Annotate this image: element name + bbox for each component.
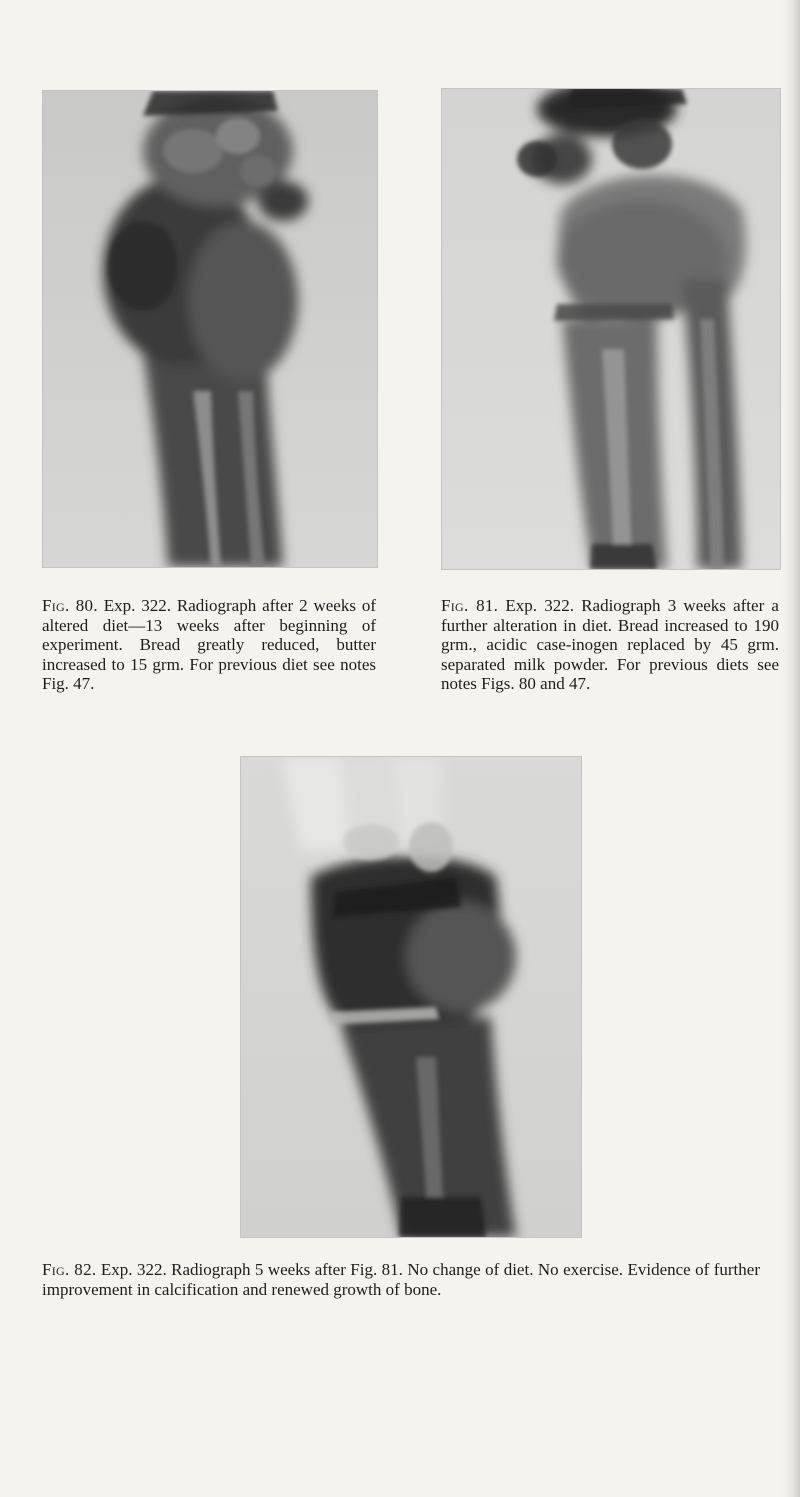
figure-label: Fig. 81.: [441, 596, 499, 615]
radiograph-fig-80-image: [43, 91, 377, 567]
caption-text: Exp. 322. Radiograph after 2 weeks of altered diet—13 weeks after beginning of experiment. Bread greatly reduced, butter increased to 15 grm. For previous diet see notes Fig. 47.: [42, 596, 376, 693]
caption-text: Exp. 322. Radiograph 5 weeks after Fig. 81. No change of diet. No exercise. Evidence of further improvement in calcification and renewed growth of bone.: [42, 1260, 760, 1299]
radiograph-fig-80: [42, 90, 378, 568]
caption-text: Exp. 322. Radiograph 3 weeks after a further alteration in diet. Bread increased to 190 grm., acidic case-inogen replaced by 45 grm. separated milk powder. For previous diets see notes Figs. 80 and 47.: [441, 596, 779, 693]
radiograph-fig-82: [240, 756, 582, 1238]
figure-label: Fig. 80.: [42, 596, 98, 615]
radiograph-fig-82-image: [241, 757, 581, 1237]
caption-fig-81: [441, 596, 779, 694]
page-edge-shadow: [782, 0, 800, 1497]
figure-label: Fig. 82.: [42, 1260, 97, 1279]
caption-fig-80: [42, 596, 376, 694]
radiograph-fig-81-image: [442, 89, 780, 569]
caption-fig-82: [42, 1260, 760, 1299]
radiograph-fig-81: [441, 88, 781, 570]
